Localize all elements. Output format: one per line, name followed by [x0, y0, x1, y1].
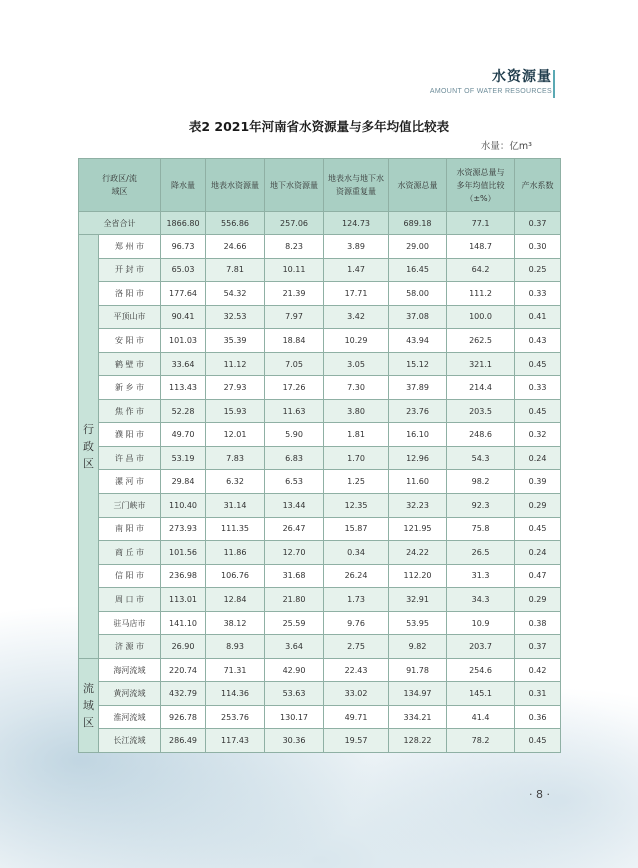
data-cell: 112.20 — [389, 564, 447, 588]
table-row — [79, 588, 561, 612]
data-cell: 0.47 — [515, 564, 561, 588]
data-cell: 7.83 — [206, 446, 265, 470]
data-cell: 0.45 — [515, 399, 561, 423]
total-cell: 257.06 — [265, 212, 324, 235]
data-cell: 41.4 — [447, 705, 515, 729]
data-cell: 21.39 — [265, 282, 324, 306]
column-header-precipitation: 降水量 — [161, 159, 206, 212]
table-header-row — [79, 159, 561, 212]
total-cell: 1866.80 — [161, 212, 206, 235]
data-cell: 111.35 — [206, 517, 265, 541]
data-cell: 58.00 — [389, 282, 447, 306]
column-header-overlap-line1: 地表水与地下水 — [328, 174, 385, 183]
data-cell: 1.70 — [324, 446, 389, 470]
data-cell: 90.41 — [161, 305, 206, 329]
data-cell: 13.44 — [265, 494, 324, 518]
data-cell: 101.03 — [161, 329, 206, 353]
unit-label: 水量：亿m³ — [480, 141, 532, 152]
data-cell: 23.76 — [389, 399, 447, 423]
row-name-cell: 信 阳 市 — [99, 564, 161, 588]
basin-group-label-char: 区 — [83, 715, 94, 729]
row-name-cell: 周 口 市 — [99, 588, 161, 612]
data-cell: 334.21 — [389, 705, 447, 729]
data-cell: 0.45 — [515, 729, 561, 753]
data-cell: 11.86 — [206, 541, 265, 565]
data-cell: 10.11 — [265, 258, 324, 282]
row-name-cell: 三门峡市 — [99, 494, 161, 518]
data-cell: 9.76 — [324, 611, 389, 635]
data-cell: 254.6 — [447, 658, 515, 682]
column-header-compare-line1: 水资源总量与 — [456, 167, 505, 177]
table-row — [79, 470, 561, 494]
data-cell: 29.00 — [389, 235, 447, 259]
row-name-cell: 焦 作 市 — [99, 399, 161, 423]
data-cell: 1.81 — [324, 423, 389, 447]
data-cell: 0.45 — [515, 352, 561, 376]
data-cell: 236.98 — [161, 564, 206, 588]
data-cell: 0.29 — [515, 588, 561, 612]
data-cell: 64.2 — [447, 258, 515, 282]
data-cell: 6.53 — [265, 470, 324, 494]
data-cell: 17.71 — [324, 282, 389, 306]
column-header-compare — [447, 159, 515, 212]
table-row — [79, 682, 561, 706]
data-cell: 111.2 — [447, 282, 515, 306]
data-cell: 0.38 — [515, 611, 561, 635]
data-cell: 7.05 — [265, 352, 324, 376]
total-row-label: 全省合计 — [79, 212, 161, 235]
data-cell: 5.90 — [265, 423, 324, 447]
admin-group-label-char: 政 — [83, 439, 94, 453]
table-row — [79, 235, 561, 259]
data-cell: 53.63 — [265, 682, 324, 706]
table-row — [79, 423, 561, 447]
data-cell: 7.30 — [324, 376, 389, 400]
total-cell: 556.86 — [206, 212, 265, 235]
admin-group-label-char: 行 — [83, 422, 94, 436]
data-cell: 253.76 — [206, 705, 265, 729]
total-cell: 689.18 — [389, 212, 447, 235]
data-cell: 2.75 — [324, 635, 389, 659]
column-header-region-line2: 域区 — [111, 187, 128, 196]
data-cell: 117.43 — [206, 729, 265, 753]
table-row — [79, 494, 561, 518]
data-cell: 16.10 — [389, 423, 447, 447]
data-cell: 11.63 — [265, 399, 324, 423]
data-cell: 52.28 — [161, 399, 206, 423]
data-cell: 24.22 — [389, 541, 447, 565]
data-cell: 65.03 — [161, 258, 206, 282]
data-cell: 78.2 — [447, 729, 515, 753]
data-cell: 12.01 — [206, 423, 265, 447]
data-cell: 92.3 — [447, 494, 515, 518]
table-row — [79, 446, 561, 470]
data-cell: 0.33 — [515, 376, 561, 400]
row-name-cell: 郑 州 市 — [99, 235, 161, 259]
data-cell: 8.93 — [206, 635, 265, 659]
total-cell: 77.1 — [447, 212, 515, 235]
table-row — [79, 376, 561, 400]
data-cell: 0.29 — [515, 494, 561, 518]
data-cell: 8.23 — [265, 235, 324, 259]
column-header-total: 水资源总量 — [389, 159, 447, 212]
table-row — [79, 282, 561, 306]
table-row — [79, 329, 561, 353]
section-subtitle: AMOUNT OF WATER RESOURCES — [429, 88, 552, 95]
row-name-cell: 濮 阳 市 — [99, 423, 161, 447]
data-cell: 1.25 — [324, 470, 389, 494]
data-cell: 0.37 — [515, 635, 561, 659]
data-cell: 26.24 — [324, 564, 389, 588]
data-cell: 128.22 — [389, 729, 447, 753]
data-cell: 21.80 — [265, 588, 324, 612]
data-cell: 75.8 — [447, 517, 515, 541]
data-cell: 11.12 — [206, 352, 265, 376]
data-cell: 12.96 — [389, 446, 447, 470]
data-cell: 0.25 — [515, 258, 561, 282]
data-cell: 30.36 — [265, 729, 324, 753]
row-name-cell: 鹤 壁 市 — [99, 352, 161, 376]
data-cell: 10.9 — [447, 611, 515, 635]
data-cell: 16.45 — [389, 258, 447, 282]
data-cell: 432.79 — [161, 682, 206, 706]
data-cell: 0.33 — [515, 282, 561, 306]
table-row — [79, 611, 561, 635]
data-cell: 33.64 — [161, 352, 206, 376]
table-row — [79, 635, 561, 659]
data-cell: 54.32 — [206, 282, 265, 306]
table-row — [79, 705, 561, 729]
column-header-groundwater: 地下水资源量 — [265, 159, 324, 212]
section-title: 水资源量 — [492, 69, 552, 85]
data-cell: 134.97 — [389, 682, 447, 706]
data-cell: 31.14 — [206, 494, 265, 518]
data-cell: 35.39 — [206, 329, 265, 353]
column-header-region — [79, 159, 161, 212]
data-cell: 262.5 — [447, 329, 515, 353]
column-header-yield-coefficient: 产水系数 — [515, 159, 561, 212]
data-cell: 42.90 — [265, 658, 324, 682]
data-cell: 54.3 — [447, 446, 515, 470]
data-cell: 38.12 — [206, 611, 265, 635]
data-cell: 25.59 — [265, 611, 324, 635]
data-cell: 3.42 — [324, 305, 389, 329]
data-cell: 3.89 — [324, 235, 389, 259]
data-cell: 0.41 — [515, 305, 561, 329]
row-name-cell: 济 源 市 — [99, 635, 161, 659]
data-cell: 0.42 — [515, 658, 561, 682]
data-cell: 148.7 — [447, 235, 515, 259]
table-row — [79, 541, 561, 565]
data-cell: 26.90 — [161, 635, 206, 659]
data-cell: 9.82 — [389, 635, 447, 659]
data-cell: 1.47 — [324, 258, 389, 282]
row-name-cell: 黄河流域 — [99, 682, 161, 706]
data-cell: 17.26 — [265, 376, 324, 400]
data-cell: 91.78 — [389, 658, 447, 682]
data-cell: 32.53 — [206, 305, 265, 329]
data-cell: 286.49 — [161, 729, 206, 753]
data-cell: 29.84 — [161, 470, 206, 494]
data-cell: 15.87 — [324, 517, 389, 541]
header-accent-bar — [553, 70, 555, 98]
data-cell: 53.95 — [389, 611, 447, 635]
data-cell: 114.36 — [206, 682, 265, 706]
data-cell: 0.34 — [324, 541, 389, 565]
table-row — [79, 517, 561, 541]
data-cell: 98.2 — [447, 470, 515, 494]
data-cell: 34.3 — [447, 588, 515, 612]
column-header-compare-line3: （±%） — [465, 193, 496, 203]
data-cell: 110.40 — [161, 494, 206, 518]
data-cell: 12.84 — [206, 588, 265, 612]
data-cell: 22.43 — [324, 658, 389, 682]
table-row — [79, 258, 561, 282]
data-cell: 96.73 — [161, 235, 206, 259]
data-cell: 177.64 — [161, 282, 206, 306]
data-cell: 1.73 — [324, 588, 389, 612]
row-name-cell: 新 乡 市 — [99, 376, 161, 400]
data-cell: 43.94 — [389, 329, 447, 353]
data-cell: 26.5 — [447, 541, 515, 565]
data-cell: 12.70 — [265, 541, 324, 565]
data-cell: 3.64 — [265, 635, 324, 659]
table-row — [79, 352, 561, 376]
data-cell: 7.97 — [265, 305, 324, 329]
data-cell: 27.93 — [206, 376, 265, 400]
data-cell: 3.05 — [324, 352, 389, 376]
table-row — [79, 399, 561, 423]
data-cell: 31.68 — [265, 564, 324, 588]
water-resources-table — [78, 158, 561, 753]
basin-group-label-char: 流 — [83, 681, 94, 695]
data-cell: 203.5 — [447, 399, 515, 423]
data-cell: 0.45 — [515, 517, 561, 541]
data-cell: 214.4 — [447, 376, 515, 400]
data-cell: 141.10 — [161, 611, 206, 635]
row-name-cell: 驻马店市 — [99, 611, 161, 635]
table-row — [79, 658, 561, 682]
data-cell: 3.80 — [324, 399, 389, 423]
data-cell: 248.6 — [447, 423, 515, 447]
table-title: 表2 2021年河南省水资源量与多年均值比较表 — [188, 119, 450, 134]
data-cell: 273.93 — [161, 517, 206, 541]
data-cell: 113.01 — [161, 588, 206, 612]
data-cell: 926.78 — [161, 705, 206, 729]
data-cell: 0.32 — [515, 423, 561, 447]
data-cell: 0.30 — [515, 235, 561, 259]
data-cell: 121.95 — [389, 517, 447, 541]
data-cell: 33.02 — [324, 682, 389, 706]
data-cell: 203.7 — [447, 635, 515, 659]
data-cell: 32.23 — [389, 494, 447, 518]
data-cell: 100.0 — [447, 305, 515, 329]
row-name-cell: 海河流域 — [99, 658, 161, 682]
admin-group-label — [79, 235, 99, 659]
data-cell: 15.93 — [206, 399, 265, 423]
row-name-cell: 南 阳 市 — [99, 517, 161, 541]
row-name-cell: 淮河流域 — [99, 705, 161, 729]
total-cell: 0.37 — [515, 212, 561, 235]
data-cell: 32.91 — [389, 588, 447, 612]
basin-group-label — [79, 658, 99, 752]
data-cell: 0.31 — [515, 682, 561, 706]
page-number: · 8 · — [529, 788, 550, 801]
data-cell: 145.1 — [447, 682, 515, 706]
row-name-cell: 洛 阳 市 — [99, 282, 161, 306]
row-name-cell: 长江流域 — [99, 729, 161, 753]
row-name-cell: 漯 河 市 — [99, 470, 161, 494]
data-cell: 321.1 — [447, 352, 515, 376]
total-row — [79, 212, 561, 235]
data-cell: 106.76 — [206, 564, 265, 588]
data-cell: 26.47 — [265, 517, 324, 541]
basin-group-label-char: 域 — [83, 698, 94, 712]
data-cell: 18.84 — [265, 329, 324, 353]
data-cell: 10.29 — [324, 329, 389, 353]
data-cell: 12.35 — [324, 494, 389, 518]
row-name-cell: 安 阳 市 — [99, 329, 161, 353]
data-cell: 19.57 — [324, 729, 389, 753]
table-row — [79, 729, 561, 753]
data-cell: 220.74 — [161, 658, 206, 682]
table-row — [79, 305, 561, 329]
data-cell: 6.32 — [206, 470, 265, 494]
table-row — [79, 564, 561, 588]
total-cell: 124.73 — [324, 212, 389, 235]
row-name-cell: 平顶山市 — [99, 305, 161, 329]
data-cell: 37.89 — [389, 376, 447, 400]
data-cell: 7.81 — [206, 258, 265, 282]
data-cell: 53.19 — [161, 446, 206, 470]
data-cell: 37.08 — [389, 305, 447, 329]
data-cell: 0.36 — [515, 705, 561, 729]
data-cell: 49.71 — [324, 705, 389, 729]
row-name-cell: 开 封 市 — [99, 258, 161, 282]
data-cell: 49.70 — [161, 423, 206, 447]
column-header-compare-line2: 多年均值比较 — [456, 180, 505, 190]
data-cell: 113.43 — [161, 376, 206, 400]
data-cell: 0.43 — [515, 329, 561, 353]
data-cell: 0.39 — [515, 470, 561, 494]
data-cell: 0.24 — [515, 446, 561, 470]
data-cell: 6.83 — [265, 446, 324, 470]
data-cell: 15.12 — [389, 352, 447, 376]
data-cell: 101.56 — [161, 541, 206, 565]
row-name-cell: 许 昌 市 — [99, 446, 161, 470]
column-header-overlap — [324, 159, 389, 212]
data-cell: 130.17 — [265, 705, 324, 729]
data-cell: 11.60 — [389, 470, 447, 494]
section-header — [430, 66, 552, 95]
column-header-surface-water: 地表水资源量 — [206, 159, 265, 212]
data-cell: 0.24 — [515, 541, 561, 565]
column-header-region-line1: 行政区/流 — [102, 174, 137, 183]
row-name-cell: 商 丘 市 — [99, 541, 161, 565]
data-cell: 31.3 — [447, 564, 515, 588]
data-cell: 71.31 — [206, 658, 265, 682]
admin-group-label-char: 区 — [83, 456, 94, 470]
column-header-overlap-line2: 资源重复量 — [336, 187, 377, 196]
data-cell: 24.66 — [206, 235, 265, 259]
